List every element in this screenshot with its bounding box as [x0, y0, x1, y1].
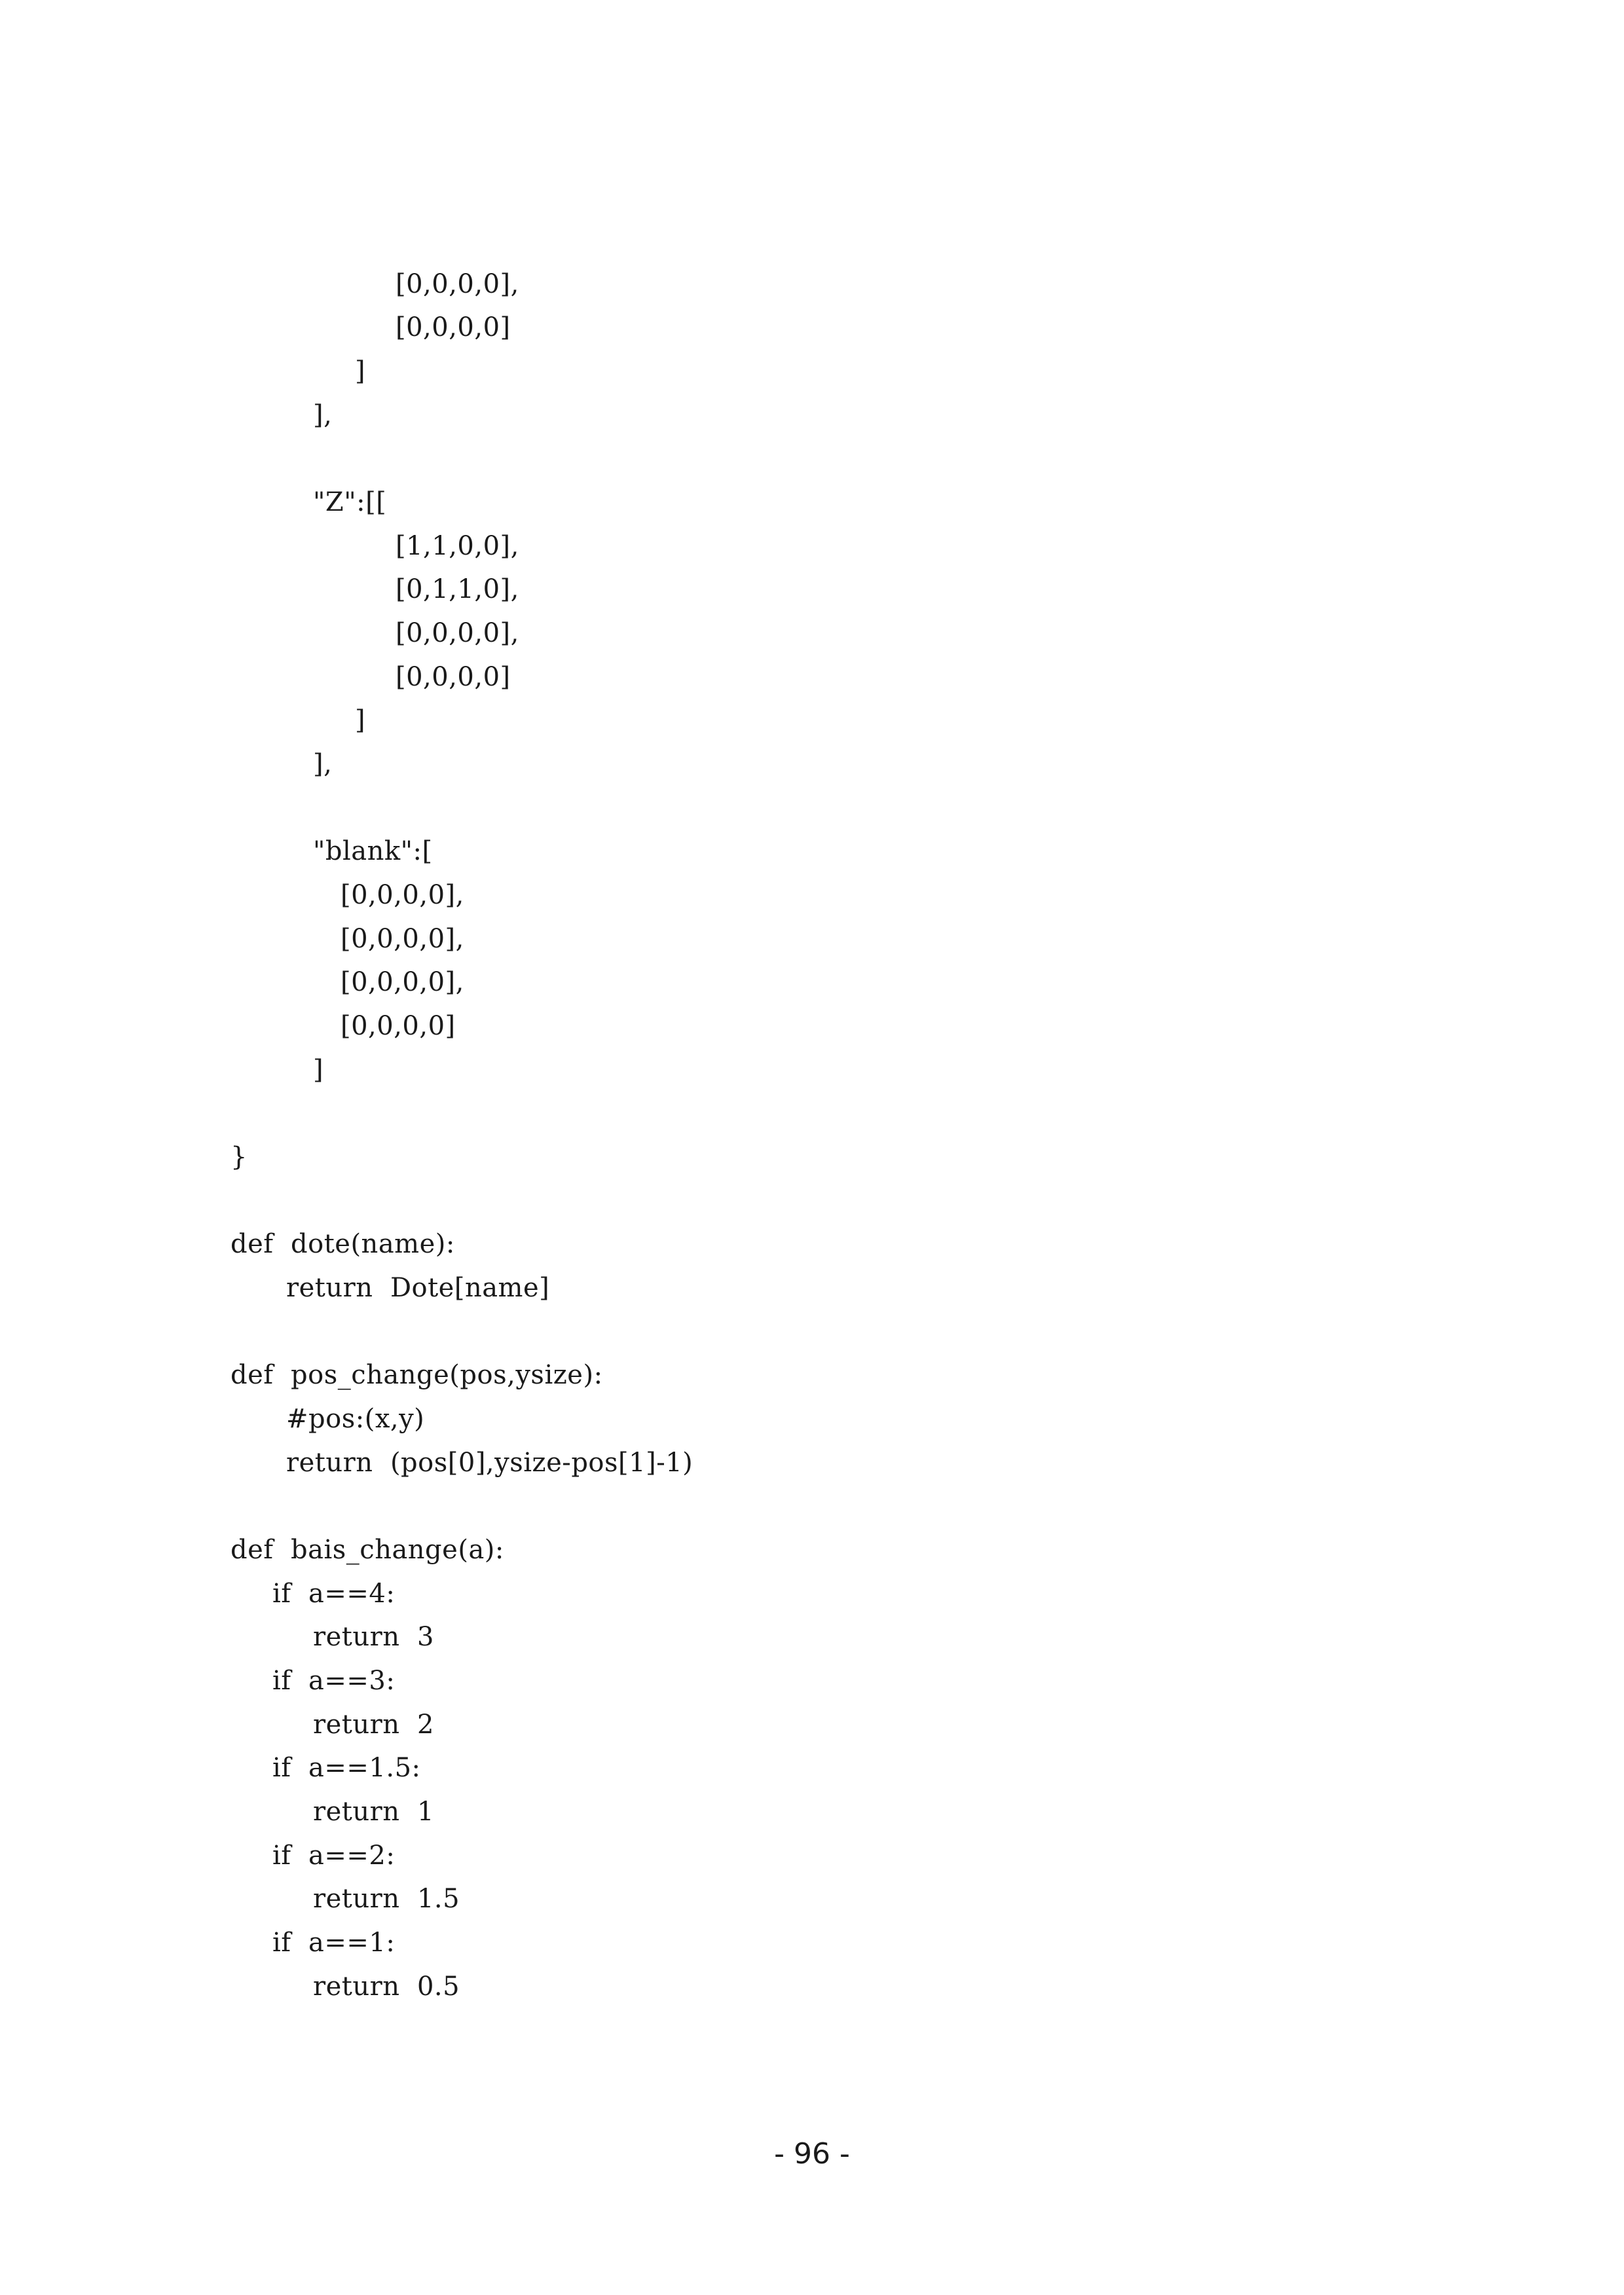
- code-line: return (pos[0],ysize-pos[1]-1): [286, 1448, 693, 1478]
- code-line: return 3: [313, 1622, 434, 1652]
- code-line: [0,0,0,0],: [341, 880, 464, 910]
- code-line: "blank":[: [313, 836, 433, 866]
- code-line: def pos_change(pos,ysize):: [231, 1360, 603, 1390]
- code-line: }: [231, 1142, 248, 1172]
- code-line: "Z":[[: [313, 487, 387, 517]
- code-line: [0,1,1,0],: [396, 574, 519, 604]
- code-line: ]: [313, 1055, 324, 1085]
- code-line: [0,0,0,0]: [341, 1011, 456, 1041]
- code-line: [0,0,0,0]: [396, 312, 511, 342]
- code-line: ]: [355, 705, 366, 735]
- code-line: #pos:(x,y): [286, 1404, 425, 1434]
- code-line: [0,0,0,0],: [396, 269, 519, 299]
- code-line: def bais_change(a):: [231, 1535, 504, 1565]
- code-line: if a==1:: [272, 1928, 396, 1958]
- code-line: [0,0,0,0],: [341, 967, 464, 997]
- code-line: [1,1,0,0],: [396, 531, 519, 561]
- code-line: if a==3:: [272, 1666, 396, 1696]
- code-line: return 0.5: [313, 1972, 460, 2002]
- code-line: ]: [355, 356, 366, 386]
- code-line: ],: [313, 749, 333, 779]
- page-number: - 96 -: [774, 2137, 850, 2171]
- code-line: ],: [313, 400, 333, 430]
- code-line: if a==2:: [272, 1841, 396, 1871]
- code-line: return 2: [313, 1710, 434, 1740]
- code-line: def dote(name):: [231, 1229, 455, 1259]
- code-line: return 1: [313, 1797, 434, 1827]
- code-line: return Dote[name]: [286, 1273, 550, 1303]
- code-line: [0,0,0,0]: [396, 662, 511, 692]
- code-line: [0,0,0,0],: [341, 924, 464, 954]
- code-line: if a==1.5:: [272, 1753, 421, 1783]
- code-line: [0,0,0,0],: [396, 618, 519, 648]
- code-line: if a==4:: [272, 1579, 396, 1609]
- code-line: return 1.5: [313, 1884, 460, 1914]
